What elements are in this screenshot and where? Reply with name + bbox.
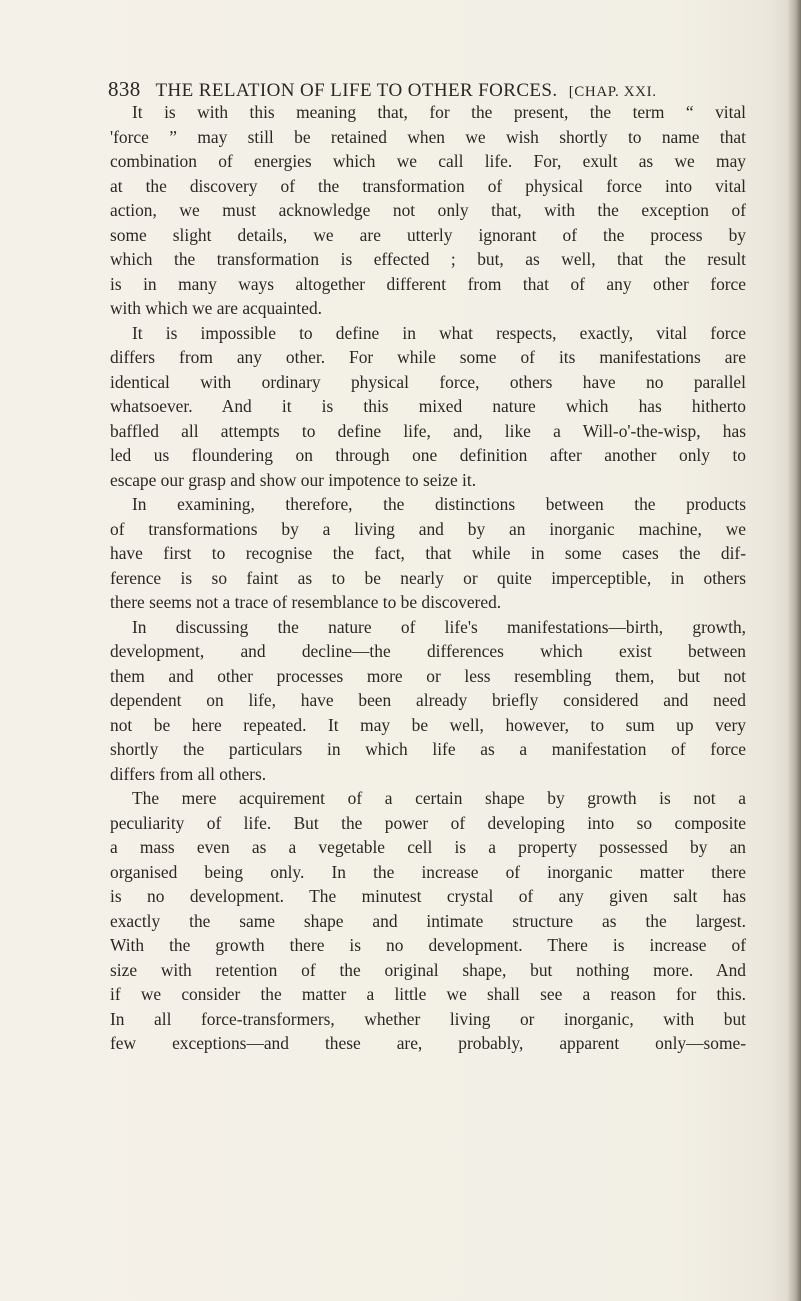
text-line: 'force ” may still be retained when we wish shortly to name that: [110, 126, 746, 147]
text-line: In all force-transformers, whether living or inorganic, with but: [110, 1008, 746, 1029]
text-line: With the growth there is no development. There is increase of: [110, 935, 746, 955]
text-line: of transformations by a living and by an inorganic machine, we: [110, 518, 746, 539]
body-text: [110, 100, 746, 1056]
text-line: with which we are acquainted.: [110, 298, 322, 318]
text-line: whatsoever. And it is this mixed nature which has hitherto: [110, 396, 746, 416]
text-line: escape our grasp and show our impotence to seize it.: [110, 469, 477, 490]
text-line: led us floundering on through one definition after another only to: [110, 445, 746, 465]
text-line: at the discovery of the transformation of physical force into vital: [110, 175, 746, 196]
text-line: In discussing the nature of life's manifestations—birth, growth,: [132, 616, 746, 637]
text-line: differs from any other. For while some of its manifestations are: [110, 347, 746, 367]
text-line: size with retention of the original shape, but nothing more. And: [110, 959, 746, 980]
text-line: few exceptions—and these are, probably, apparent only—some-: [110, 1033, 746, 1053]
text-line: differs from all others.: [110, 763, 267, 784]
text-line: is in many ways altogether different from that of any other force: [110, 273, 746, 294]
text-line: shortly the particulars in which life as a manifestation of force: [110, 739, 746, 759]
text-line: organised being only. In the increase of inorganic matter there: [110, 861, 746, 882]
text-line: action, we must acknowledge not only that, with the exception of: [110, 200, 746, 220]
text-line: baffled all attempts to define life, and, like a Will-o'-the-wisp, has: [110, 420, 746, 441]
text-line: is no development. The minutest crystal of any given salt has: [110, 886, 746, 906]
page-number: 838: [108, 77, 141, 101]
text-line: there seems not a trace of resemblance to be discovered.: [110, 592, 502, 612]
text-line: combination of energies which we call life. For, exult as we may: [110, 151, 746, 171]
text-line: if we consider the matter a little we shall see a reason for this.: [110, 984, 746, 1004]
text-line: identical with ordinary physical force, others have no parallel: [110, 371, 746, 392]
text-line: some slight details, we are utterly ignorant of the process by: [110, 224, 746, 245]
running-head: [108, 77, 748, 102]
chapter-reference: [CHAP. XXI.: [568, 84, 657, 100]
text-line: It is with this meaning that, for the present, the term “ vital: [132, 102, 746, 122]
page-edge-shadow: [787, 0, 801, 1301]
text-line: a mass even as a vegetable cell is a property possessed by an: [110, 837, 746, 857]
text-line: not be here repeated. It may be well, however, to sum up very: [110, 714, 746, 735]
text-line: peculiarity of life. But the power of developing into so composite: [110, 812, 746, 833]
text-line: ference is so faint as to be nearly or quite imperceptible, in others: [110, 567, 746, 588]
running-title: THE RELATION OF LIFE TO OTHER FORCES.: [155, 80, 558, 101]
text-line: The mere acquirement of a certain shape by growth is not a: [132, 788, 746, 808]
text-line: them and other processes more or less resembling them, but not: [110, 665, 746, 686]
text-line: development, and decline—the differences which exist between: [110, 641, 746, 661]
text-line: which the transformation is effected ; but, as well, that the result: [110, 249, 746, 269]
text-line: It is impossible to define in what respects, exactly, vital force: [132, 322, 746, 343]
text-line: have first to recognise the fact, that while in some cases the dif-: [110, 543, 746, 563]
text-line: exactly the same shape and intimate structure as the largest.: [110, 910, 746, 931]
text-line: In examining, therefore, the distinctions between the products: [132, 494, 746, 514]
text-line: dependent on life, have been already briefly considered and need: [110, 690, 746, 710]
